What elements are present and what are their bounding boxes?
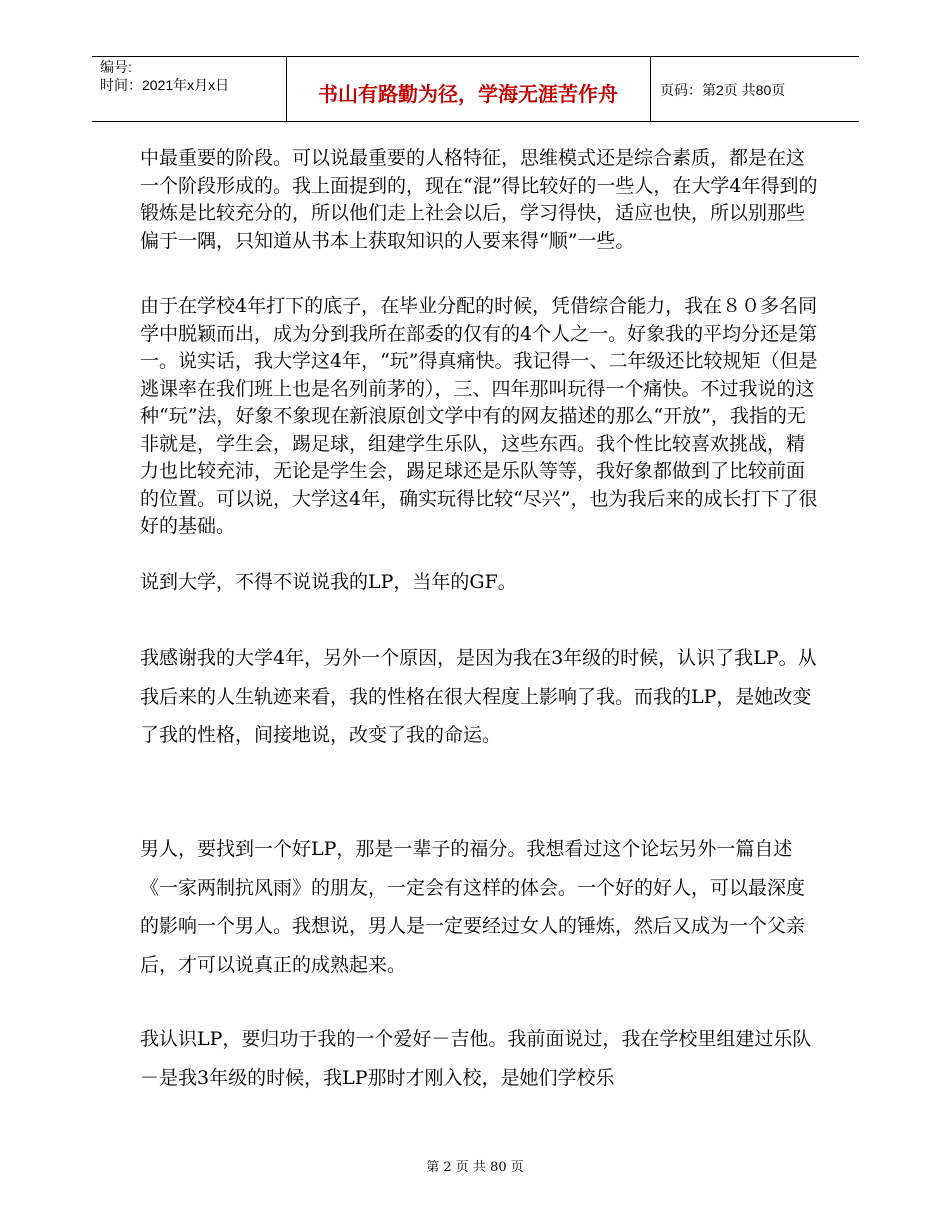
header-page-info: 页码：第2页 共80页	[660, 82, 786, 98]
document-time-label: 时间：2021年x月x日	[100, 77, 230, 93]
paragraph-5: 男人，要找到一个好LP，那是一辈子的福分。我想看过这个论坛另外一篇自述《一家两制抗风雨》的朋友，一定会有这样的体会。一个好的好人，可以最深度的影响一个男人。我想说，男人是一定要经过女人的锤炼，然后又成为一个父亲后，才可以说真正的成熟起来。	[140, 838, 806, 976]
page-footer: 第 2 页 共 80 页	[426, 1160, 524, 1175]
header-divider-right	[650, 56, 651, 122]
header-motto: 书山有路勤为径，学海无涯苦作舟	[318, 82, 618, 106]
paragraph-1: 中最重要的阶段。可以说最重要的人格特征，思维模式还是综合素质，都是在这一个阶段形成的。我上面提到的，现在“混”得比较好的一些人，在大学4年得到的锻炼是比较充分的，所以他们走上社会以后，学习得快，适应也快，所以别那些偏于一隅，只知道从书本上获取知识的人要来得“顺”一些。	[140, 147, 818, 252]
paragraph-3: 说到大学，不得不说说我的LP，当年的GF。	[140, 571, 517, 593]
paragraph-2: 由于在学校4年打下的底子，在毕业分配的时候，凭借综合能力，我在８０多名同学中脱颖而出，成为分到我所在部委的仅有的4个人之一。好象我的平均分还是第一。说实话，我大学这4年，“玩”得真痛快。我记得一、二年级还比较规矩（但是逃课率在我们班上也是名列前茅的），三、四年那叫玩得一个痛快。不过我说的这种“玩”法，好象不象现在新浪原创文学中有的网友描述的那么“开放”，我指的无非就是，学生会，踢足球，组建学生乐队，这些东西。我个性比较喜欢挑战，精力也比较充沛，无论是学生会，踢足球还是乐队等等，我好象都做到了比较前面的位置。可以说，大学这4年，确实玩得比较“尽兴”，也为我后来的成长打下了很好的基础。	[140, 295, 818, 537]
header-bottom-rule	[92, 121, 859, 122]
header-meta	[100, 58, 229, 94]
paragraph-6: 我认识LP，要归功于我的一个爱好－吉他。我前面说过，我在学校里组建过乐队－是我3年级的时候，我LP那时才刚入校，是她们学校乐	[140, 1028, 812, 1089]
header-top-rule	[92, 56, 859, 57]
paragraph-4: 我感谢我的大学4年，另外一个原因，是因为我在3年级的时候，认识了我LP。从我后来的人生轨迹来看，我的性格在很大程度上影响了我。而我的LP，是她改变了我的性格，间接地说，改变了我的命运。	[140, 647, 817, 746]
document-code-label: 编号:	[100, 59, 132, 75]
